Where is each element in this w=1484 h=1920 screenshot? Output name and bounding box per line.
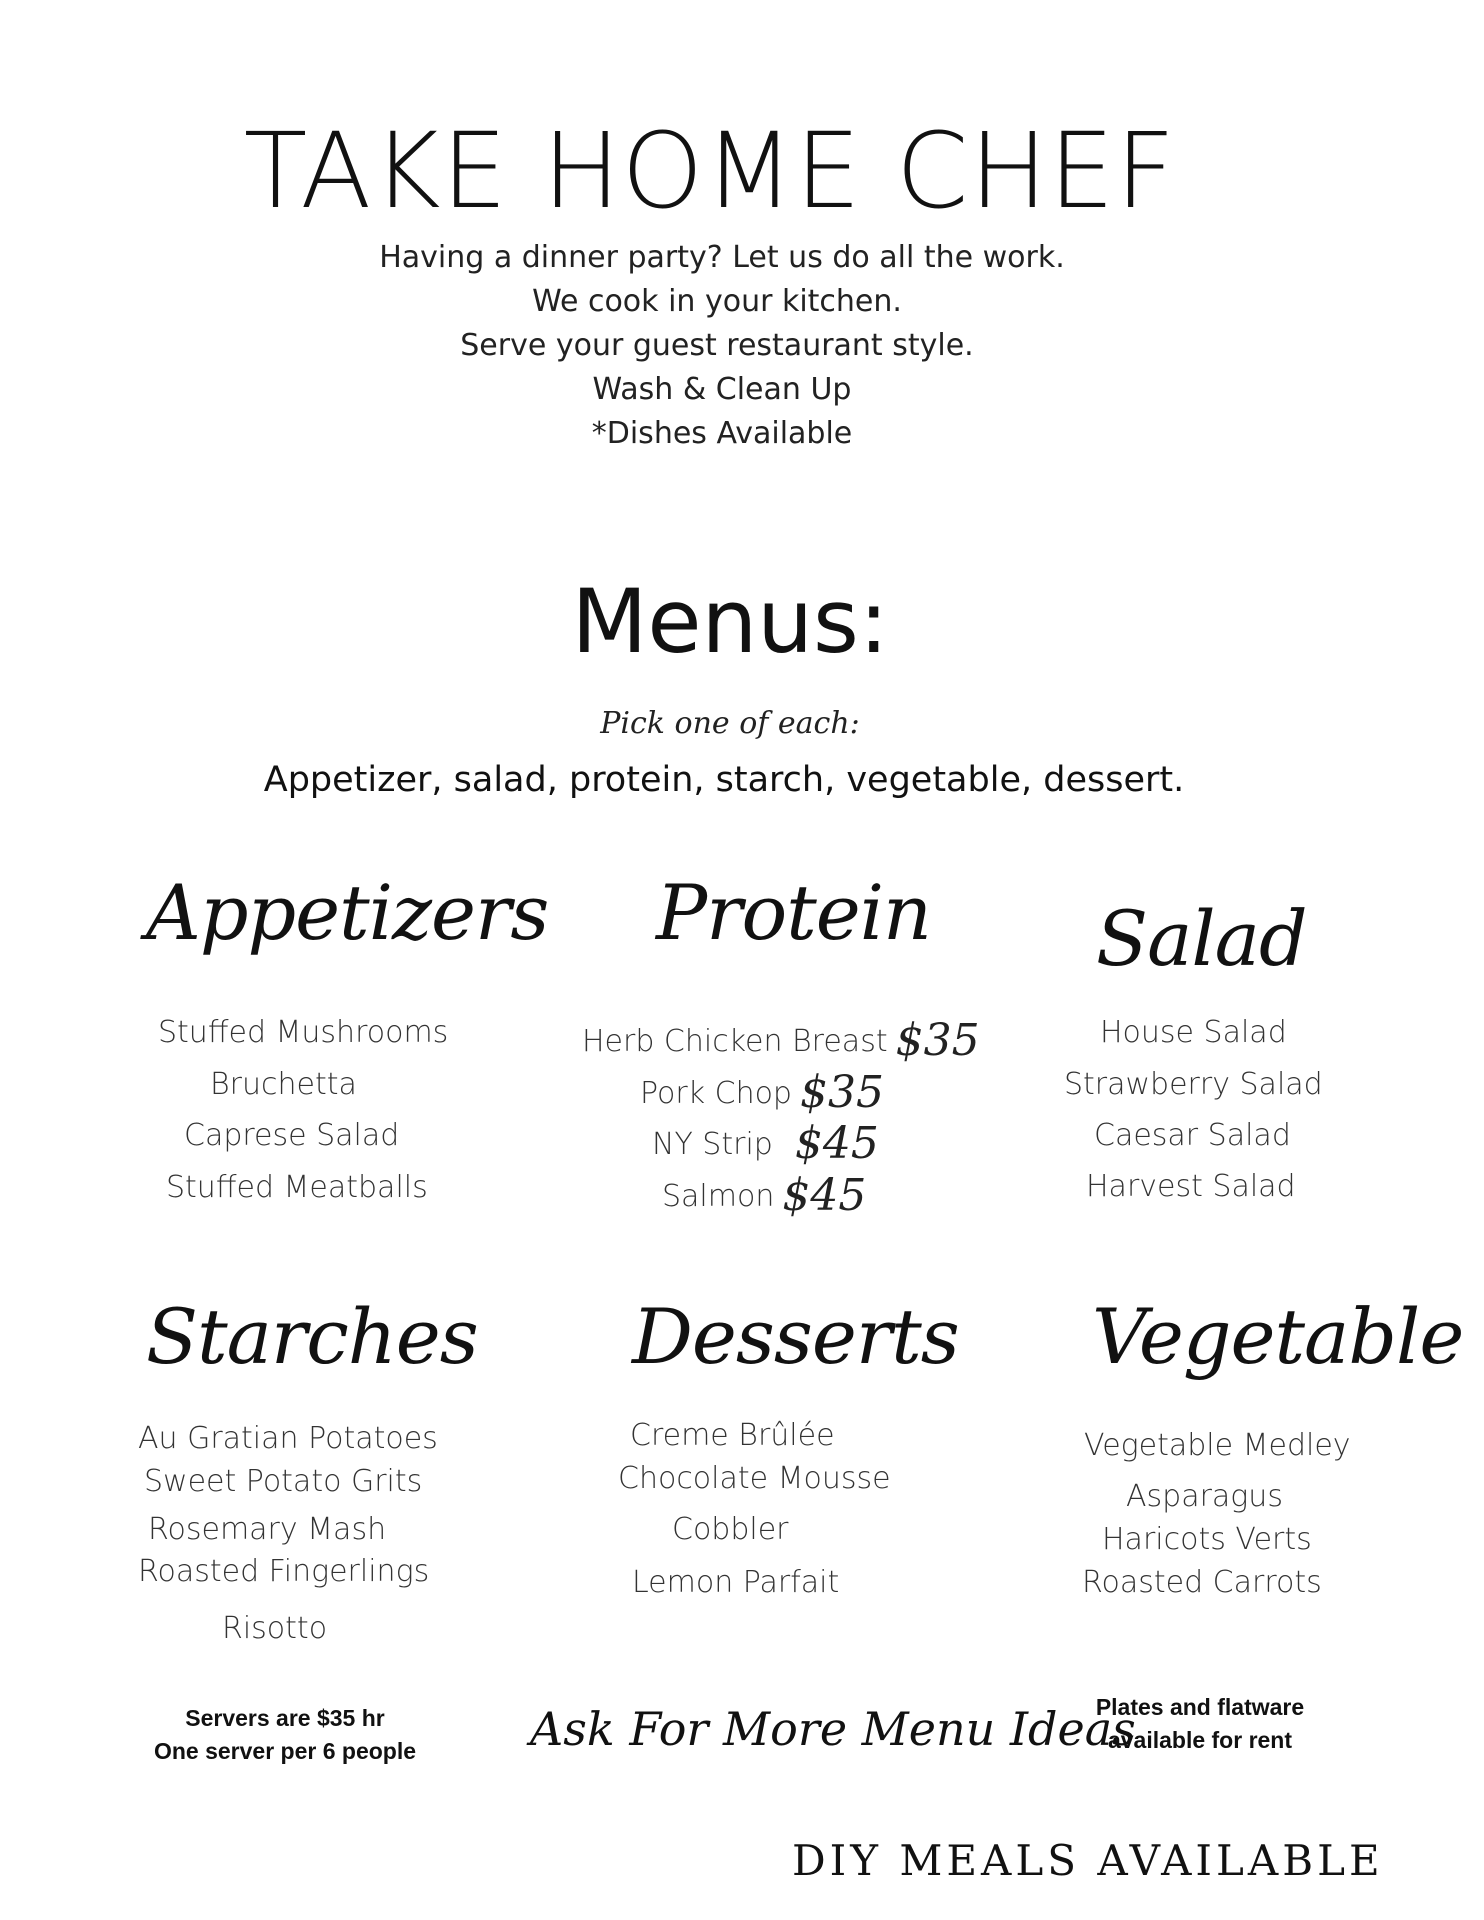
intro-line: Wash & Clean Up xyxy=(592,372,852,407)
vegetable-item: Asparagus xyxy=(1126,1479,1283,1514)
protein-name: NY Strip xyxy=(652,1127,773,1162)
dessert-item: Lemon Parfait xyxy=(632,1565,840,1600)
salad-item: Caesar Salad xyxy=(1094,1118,1291,1153)
salad-item: Strawberry Salad xyxy=(1064,1067,1323,1102)
protein-item xyxy=(582,1015,980,1066)
protein-heading: Protein xyxy=(656,868,931,957)
vegetable-item: Haricots Verts xyxy=(1102,1522,1312,1557)
starch-item: Roasted Fingerlings xyxy=(138,1554,430,1589)
salad-item: Harvest Salad xyxy=(1086,1169,1296,1204)
vegetable-item: Roasted Carrots xyxy=(1082,1565,1322,1600)
dessert-item: Cobbler xyxy=(672,1512,789,1547)
protein-price: $45 xyxy=(782,1170,867,1221)
appetizer-item: Stuffed Mushrooms xyxy=(158,1015,449,1050)
intro-line: We cook in your kitchen. xyxy=(532,284,902,319)
appetizer-item: Stuffed Meatballs xyxy=(166,1170,428,1205)
appetizer-item: Caprese Salad xyxy=(184,1118,400,1153)
servers-note xyxy=(130,1702,440,1768)
starch-item: Sweet Potato Grits xyxy=(144,1464,423,1499)
salad-item: House Salad xyxy=(1100,1015,1287,1050)
protein-price: $35 xyxy=(895,1015,980,1066)
intro-line: Having a dinner party? Let us do all the work. xyxy=(379,240,1065,275)
pick-label: Pick one of each: xyxy=(600,706,860,741)
starch-item: Au Gratian Potatoes xyxy=(138,1421,438,1456)
appetizer-item: Bruchetta xyxy=(210,1067,357,1102)
protein-name: Herb Chicken Breast xyxy=(582,1024,888,1059)
diy-meals: DIY MEALS AVAILABLE xyxy=(792,1836,1384,1885)
pick-list: Appetizer, salad, protein, starch, vegetable, dessert. xyxy=(263,760,1185,800)
intro-line: *Dishes Available xyxy=(591,416,853,451)
protein-price: $35 xyxy=(799,1067,884,1118)
plates-note xyxy=(1060,1691,1340,1757)
desserts-heading: Desserts xyxy=(632,1292,959,1381)
menus-heading: Menus: xyxy=(571,570,889,673)
salad-heading: Salad xyxy=(1096,894,1307,983)
protein-item xyxy=(640,1067,884,1118)
vegetable-item: Vegetable Medley xyxy=(1084,1428,1351,1463)
plates-line: Plates and flatware xyxy=(1095,1694,1305,1720)
appetizers-heading: Appetizers xyxy=(146,868,549,957)
protein-price: $45 xyxy=(794,1118,879,1169)
servers-line: One server per 6 people xyxy=(153,1738,417,1764)
servers-line: Servers are $35 hr xyxy=(185,1705,385,1731)
protein-item xyxy=(662,1170,866,1221)
protein-name: Salmon xyxy=(662,1179,775,1214)
intro-line: Serve your guest restaurant style. xyxy=(460,328,974,363)
plates-line: available for rent xyxy=(1107,1727,1293,1753)
starches-heading: Starches xyxy=(146,1292,478,1381)
starch-item: Risotto xyxy=(222,1611,328,1646)
protein-item xyxy=(652,1118,879,1169)
ask-more-ideas: Ask For More Menu Ideas xyxy=(530,1702,1136,1756)
dessert-item: Chocolate Mousse xyxy=(618,1461,891,1496)
intro-text xyxy=(0,236,1484,456)
dessert-item: Creme Brûlée xyxy=(630,1418,835,1453)
starch-item: Rosemary Mash xyxy=(148,1512,387,1547)
protein-name: Pork Chop xyxy=(640,1076,792,1111)
page-title: TAKE HOME CHEF xyxy=(243,110,1177,232)
vegetable-heading: Vegetable xyxy=(1092,1292,1464,1381)
